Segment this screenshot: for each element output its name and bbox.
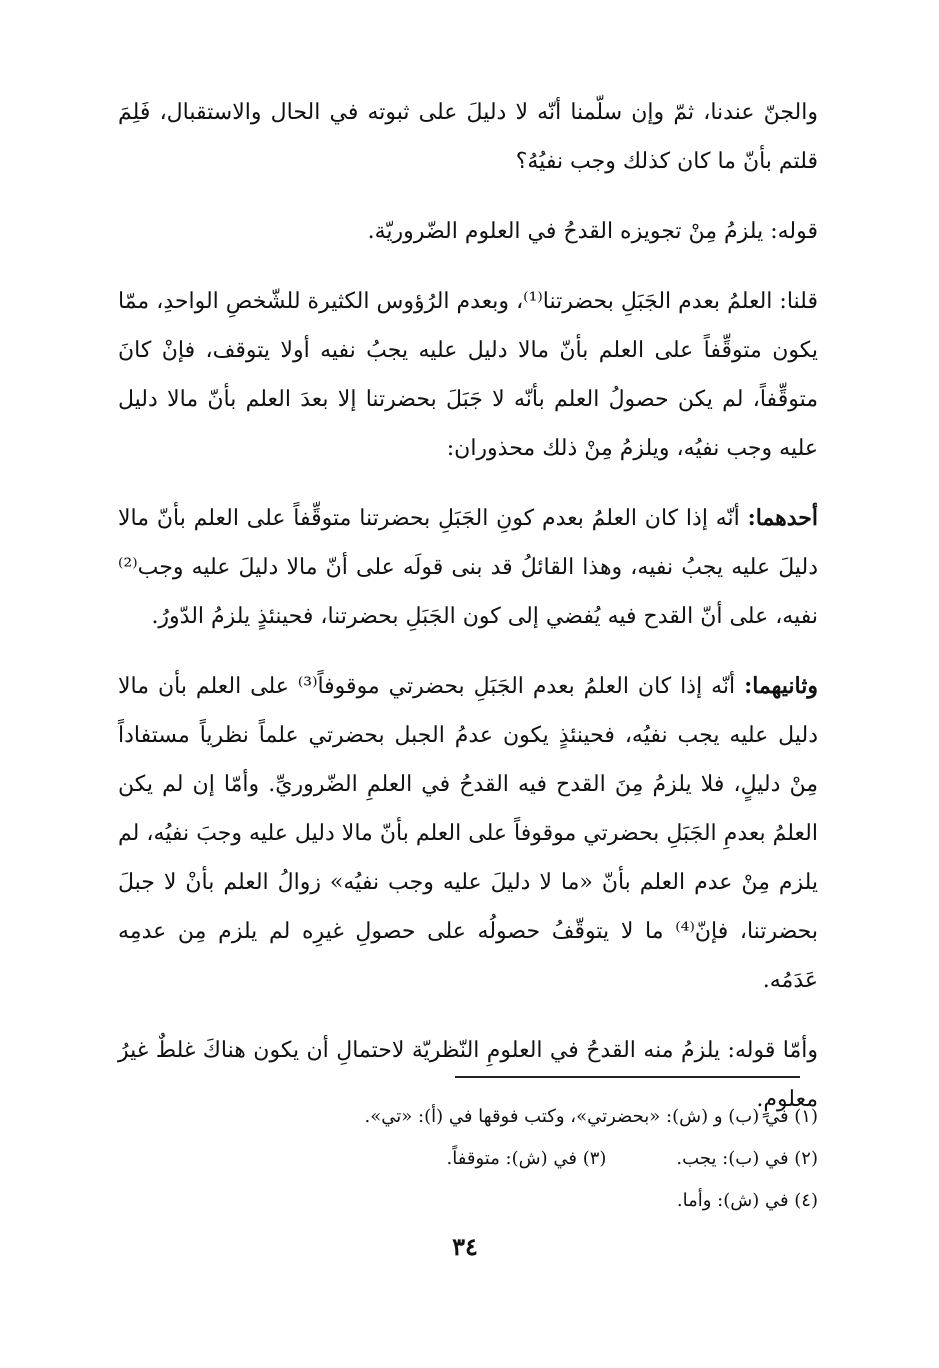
paragraph-text: أنّه إذا كان العلمُ بعدم كونِ الجَبَلِ بحضرتنا متوقِّفاً على العلم بأنّ مالا دليلَ عليه يجبُ نفيه، وهذا القائلُ قد بنى قولَه على أنّ مالا دليلَ عليه وجب⁽²⁾ نفيه، على أنّ القدح فيه يُفضي إلى كون الجَبَلِ بحضرتنا، فحينئذٍ يلزمُ الدّورُ. <box>118 506 818 629</box>
paragraph-lead: وثانيهما: <box>744 673 818 699</box>
paragraph-3 <box>118 277 818 473</box>
footnote-divider <box>455 1076 800 1078</box>
paragraph-text: قوله: يلزمُ مِنْ تجويزه القدحُ في العلوم الضّروريّة. <box>367 219 818 244</box>
footnote-row <box>118 1138 818 1180</box>
paragraph-lead: أحدهما: <box>747 505 818 531</box>
footnote-2: (٢) في (ب): يجب. <box>676 1148 818 1169</box>
paragraph-text: والجنّ عندنا، ثمّ وإن سلّمنا أنّه لا دليلَ على ثبوته في الحال والاستقبال، فَلِمَ قلتم بأنّ ما كان كذلك وجب نفيُهُ؟ <box>118 100 818 174</box>
page-number: ٣٤ <box>452 1232 478 1261</box>
paragraph-1 <box>118 88 818 186</box>
footnote-1: (١) في (ب) و (ش): «بحضرتي»، وكتب فوقها في (أ): «تي». <box>364 1106 818 1127</box>
paragraph-4 <box>118 494 818 641</box>
footnotes <box>118 1096 818 1222</box>
paragraph-text: وأمّا قوله: يلزمُ منه القدحُ في العلومِ النّظريّة لاحتمالِ أن يكون هناكَ غلطٌ غيرُ معلومٍ. <box>118 1038 818 1112</box>
paragraph-text: أنّه إذا كان العلمُ بعدم الجَبَلِ بحضرتي موقوفاً⁽³⁾ على العلم بأن مالا دليل عليه يجب نفيُه، فحينئذٍ يكون عدمُ الجبل بحضرتي علماً نظرياً مستفاداً مِنْ دليلٍ، فلا يلزمُ مِنَ القدح فيه القدحُ في العلمِ الضّروريِّ. وأمّا إن لم يكن العلمُ بعدمِ الجَبَلِ بحضرتي موقوفاً على العلم بأنّ مالا دليل عليه وجبَ نفيُه، لم يلزم مِنْ عدم العلم بأنّ «ما لا دليلَ عليه وجب نفيُه» زوالُ العلم بأنْ لا جبلَ بحضرتنا، فإنّ⁽⁴⁾ ما لا يتوقّفُ حصولُه على حصولِ غيرِه لم يلزم مِن عدمِه عَدَمُه. <box>118 674 818 993</box>
footnote-3: (٣) في (ش): متوقفاً. <box>446 1148 607 1169</box>
paragraph-text: قلنا: العلمُ بعدم الجَبَلِ بحضرتنا⁽¹⁾، وبعدم الرُؤوس الكثيرة للشّخصِ الواحدِ، ممّا يكون متوقِّفاً على العلم بأنّ مالا دليل عليه يجبُ نفيه أولا يتوقف، فإنْ كانَ متوقِّفاً، لم يكن حصولُ العلم بأنّه لا جَبَلَ بحضرتنا إلا بعدَ العلم بأنّ مالا دليل عليه وجب نفيُه، ويلزمُ مِنْ ذلك محذوران: <box>118 289 818 461</box>
main-text <box>118 88 818 1145</box>
paragraph-5 <box>118 662 818 1005</box>
footnote-4: (٤) في (ش): وأما. <box>676 1190 818 1211</box>
paragraph-2 <box>118 207 818 256</box>
